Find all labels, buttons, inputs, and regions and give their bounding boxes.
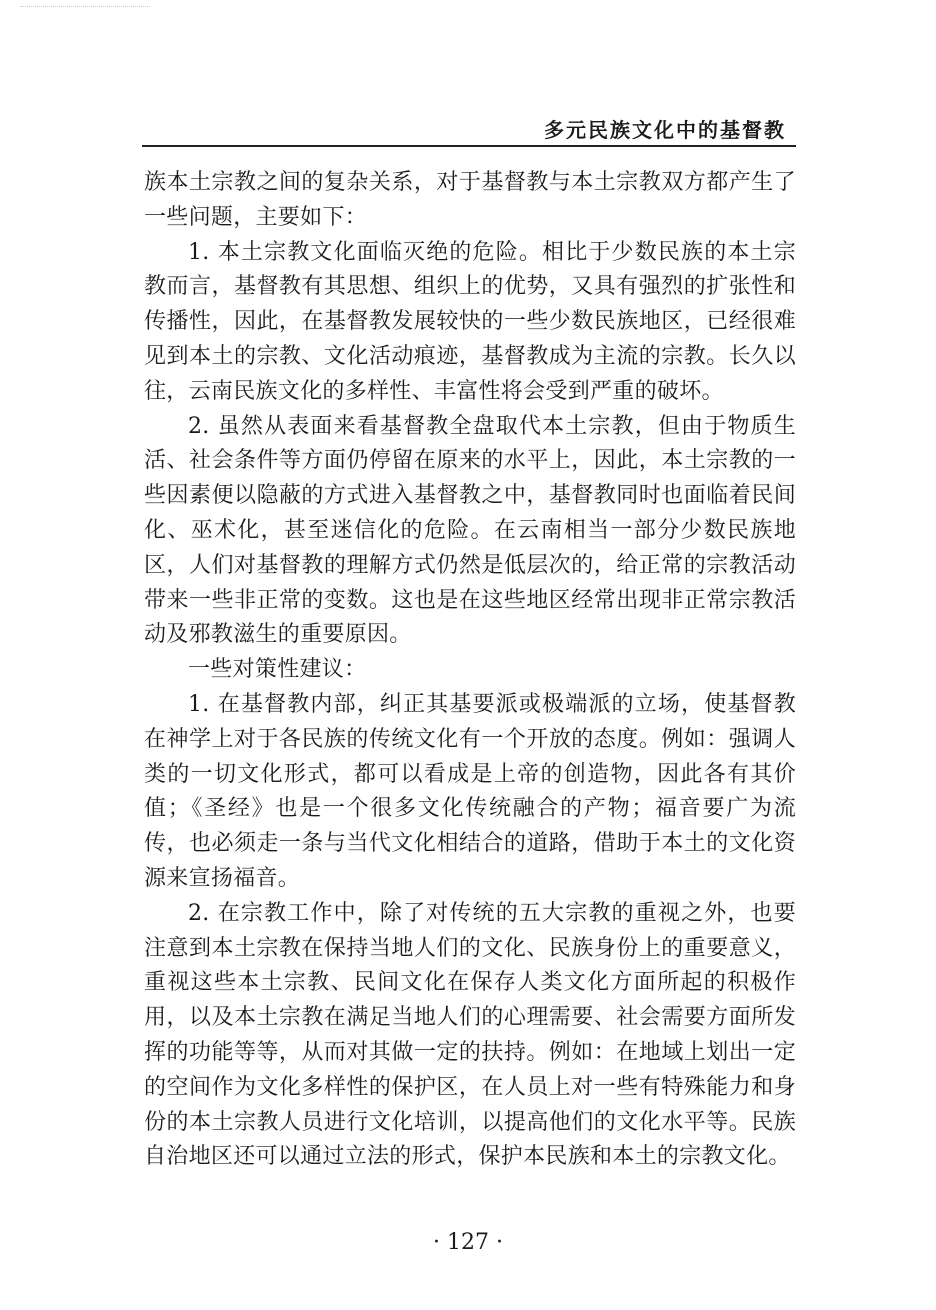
paragraph-continuation: 族本土宗教之间的复杂关系，对于基督教与本土宗教双方都产生了一些问题，主要如下：	[144, 170, 796, 230]
scan-artifact	[20, 0, 150, 7]
paragraph-problem-1: 1. 本土宗教文化面临灭绝的危险。相比于少数民族的本土宗教而言，基督教有其思想、组织上的优势，又具有强烈的扩张性和传播性，因此，在基督教发展较快的一些少数民族地区，已经很难见到本土的宗教、文化活动痕迹，基督教成为主流的宗教。长久以往，云南民族文化的多样性、丰富性将会受到严重的破坏。	[144, 239, 796, 404]
paragraph-suggestions-heading: 一些对策性建议：	[188, 657, 367, 683]
paragraph-suggestion-2: 2. 在宗教工作中，除了对传统的五大宗教的重视之外，也要注意到本土宗教在保持当地人们的文化、民族身份上的重要意义，重视这些本土宗教、民间文化在保存人类文化方面所起的积极作用，以及本土宗教在满足当地人们的心理需要、社会需要方面所发挥的功能等等，从而对其做一定的扶持。例如：在地域上划出一定的空间作为文化多样性的保护区，在人员上对一些有特殊能力和身份的本土宗教人员进行文化培训，以提高他们的文化水平等。民族自治地区还可以通过立法的形式，保护本民族和本土的宗教文化。	[144, 900, 796, 1170]
running-header: 多元民族文化中的基督教	[544, 118, 786, 142]
page-number: · 127 ·	[433, 1230, 503, 1255]
body-text	[144, 166, 796, 1175]
paragraph-suggestion-1: 1. 在基督教内部，纠正其基要派或极端派的立场，使基督教在神学上对于各民族的传统文化有一个开放的态度。例如：强调人类的一切文化形式，都可以看成是上帝的创造物，因此各有其价值；《圣经》也是一个很多文化传统融合的产物；福音要广为流传，也必须走一条与当代文化相结合的道路，借助于本土的文化资源来宣扬福音。	[144, 691, 796, 891]
paragraph-problem-2: 2. 虽然从表面来看基督教全盘取代本土宗教，但由于物质生活、社会条件等方面仍停留在原来的水平上，因此，本土宗教的一些因素便以隐蔽的方式进入基督教之中，基督教同时也面临着民间化、巫术化，甚至迷信化的危险。在云南相当一部分少数民族地区，人们对基督教的理解方式仍然是低层次的，给正常的宗教活动带来一些非正常的变数。这也是在这些地区经常出现非正常宗教活动及邪教滋生的重要原因。	[144, 413, 796, 648]
header-rule	[142, 145, 796, 147]
